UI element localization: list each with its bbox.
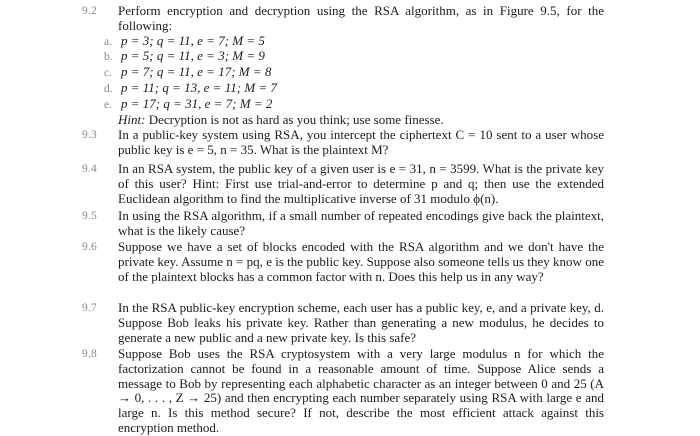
problem-9-4 (84, 162, 604, 206)
problem-text: In a public-key system using RSA, you intercept the ciphertext C = 10 sent to a user whose public key is e = 5, n = 35. What is the plaintext M? (118, 127, 604, 157)
list-item: d. p = 11; q = 13, e = 11; M = 7 (104, 79, 277, 95)
problem-number: 9.2 (82, 5, 97, 17)
problem-number: 9.4 (82, 163, 97, 175)
problem-text: In using the RSA algorithm, if a small number of repeated encodings give back the plaintext, what is the likely cause? (118, 208, 604, 238)
problem-number: 9.7 (82, 302, 97, 314)
problem-9-6 (84, 240, 604, 284)
problem-9-5 (84, 209, 604, 239)
list-item: c. p = 7; q = 11, e = 17; M = 8 (104, 64, 272, 80)
problem-number: 9.5 (82, 210, 97, 222)
problem-number: 9.6 (82, 241, 97, 253)
hint: Hint: Decryption is not as hard as you think; use some finesse. (118, 111, 444, 127)
problem-9-2 (84, 4, 604, 127)
problem-text: Perform encryption and decryption using the RSA algorithm, as in Figure 9.5, for the following: (118, 3, 604, 33)
list-item: a. p = 3; q = 11, e = 7; M = 5 (104, 32, 265, 48)
problem-text: In an RSA system, the public key of a given user is e = 31, n = 3599. What is the private key of this user? Hint: First use trial-and-error to determine p and q; then use the extended Euclidean algorithm to find the multiplicative inverse of 31 modulo ϕ(n). (118, 161, 604, 206)
problem-number: 9.8 (82, 348, 97, 360)
list-item: e. p = 17; q = 31, e = 7; M = 2 (104, 95, 273, 111)
problem-9-3 (84, 128, 604, 158)
problem-text: Suppose Bob uses the RSA cryptosystem with a very large modulus n for which the factorization cannot be found in a reasonable amount of time. Suppose Alice sends a message to Bob by representing each alphabetic character as an integer between 0 and 25 (A → 0, . . . , Z → 25) and then encrypting each number separately using RSA with large e and large n. Is this method secure? If not, describe the most efficient attack against this encryption method. (118, 346, 604, 435)
list-item: b. p = 5; q = 11, e = 3; M = 9 (104, 48, 265, 64)
problem-number: 9.3 (82, 129, 97, 141)
problem-text: Suppose we have a set of blocks encoded with the RSA algorithm and we don't have the private key. Assume n = pq, e is the public key. Suppose also someone tells us they know one of the plaintext blocks has a common factor with n. Does this help us in any way? (118, 239, 604, 284)
problem-text: In the RSA public-key encryption scheme, each user has a public key, e, and a private key, d. Suppose Bob leaks his private key. Rather than generating a new modulus, he decides to generate a new public and a new private key. Is this safe? (118, 300, 604, 345)
problem-9-8 (84, 347, 604, 436)
problem-9-7 (84, 301, 604, 345)
